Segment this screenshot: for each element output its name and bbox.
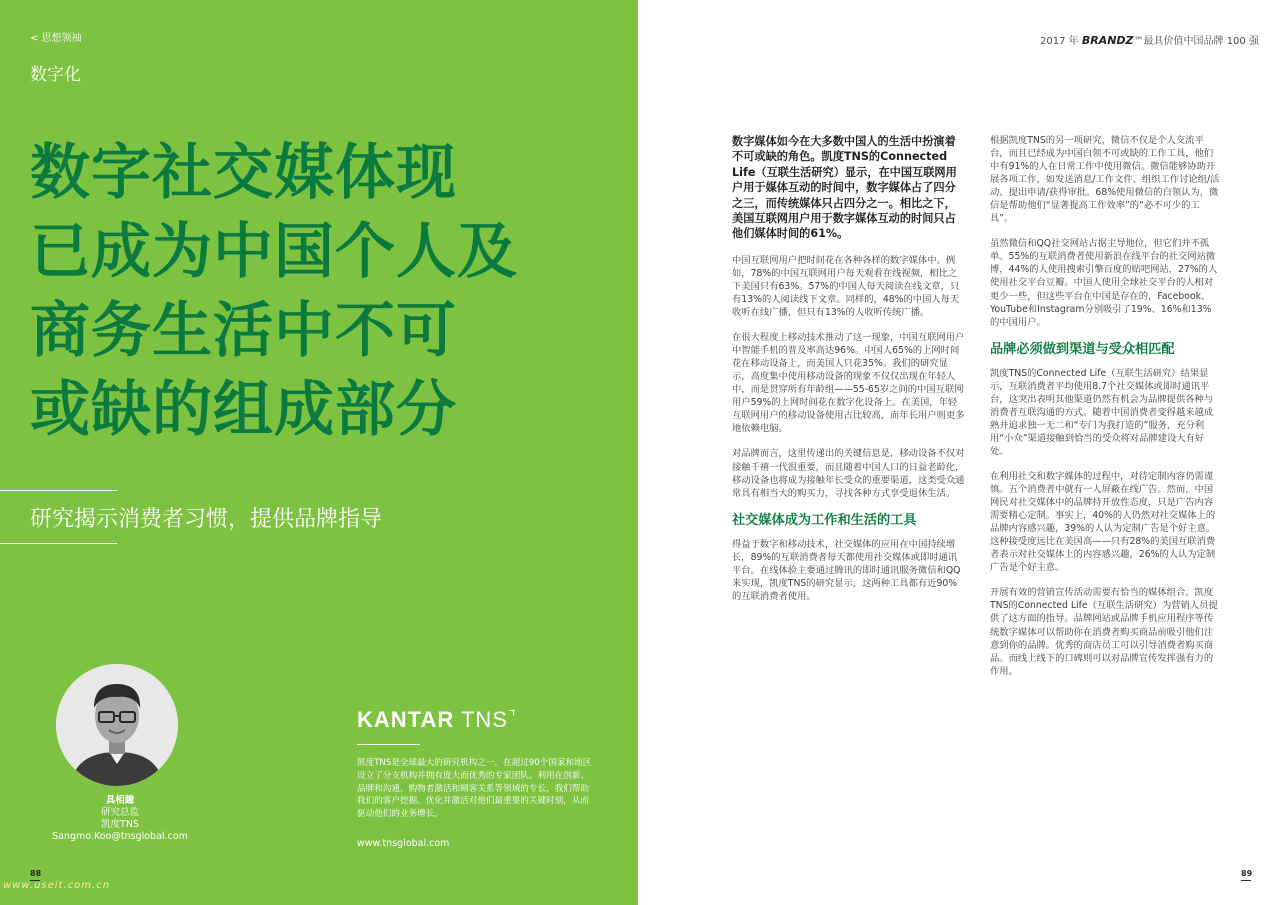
watermark: www.useit.com.cn bbox=[3, 880, 111, 891]
company-description: 凯度TNS是全球最大的研究机构之一，在超过90个国家和地区设立了分支机构并拥有庞大而优秀的专家团队。利用在创新、品牌和沟通、购物者激活和顾客关系等领域的专长，我们帮助我们的客户挖掘、优化并激活对他们最重要的关键时刻，从而驱动他们的业务增长。 bbox=[357, 758, 592, 820]
author-role: 研究总监 bbox=[100, 807, 139, 818]
author-company: 凯度TNS bbox=[101, 819, 139, 830]
subheadline: 研究揭示消费者习惯，提供品牌指导 bbox=[30, 507, 383, 532]
body-paragraph: 对品牌而言，这里传递出的关键信息是，移动设备不仅对接触千禧一代很重要，而且随着中国人口的日益老龄化，移动设备也将成为接触年长受众的重要渠道，这类受众通常具有相当大的购买力，寻找各种方式享受退休生活。 bbox=[732, 448, 965, 499]
body-paragraph: 在利用社交和数字媒体的过程中，对待定制内容仍需谨慎。五个消费者中就有一人屏蔽在线广告。然而，中国网民对社交媒体中的品牌持开放性态度，只是广告内容需要精心定制。事实上，40%的人仍然对社交媒体上的品牌内容感兴趣，39%的人认为定制广告是个好主意。这种接受度远比在美国高——只有28%的美国互联消费者表示对社交媒体上的内容感兴趣，26%的人认为定制广告是个好主意。 bbox=[990, 470, 1216, 574]
logo-divider bbox=[357, 744, 420, 745]
page-number-right: 89 bbox=[1241, 869, 1252, 881]
headline-line: 已成为中国个人及 bbox=[30, 217, 518, 287]
body-paragraph: 得益于数字和移动技术，社交媒体的应用在中国持续增长，89%的互联消费者每天都使用社交媒体或即时通讯平台。在线体验主要通过腾讯的即时通讯服务微信和QQ来实现，凯度TNS的研究显示，这两种工具都有近90%的互联消费者使用。 bbox=[732, 538, 961, 602]
page-number-left: 88 bbox=[30, 869, 41, 881]
author-email[interactable]: Sangmo.Koo@tnsglobal.com bbox=[52, 831, 188, 842]
website-link[interactable]: www.tnsglobal.com bbox=[357, 838, 450, 849]
author-name: 具相鐿 bbox=[105, 795, 135, 806]
divider-bottom bbox=[0, 543, 117, 544]
body-paragraph: 开展有效的营销宣传活动需要有恰当的媒体组合。凯度TNS的Connected Life（互联生活研究）为营销人员提供了这方面的指导。品牌网站或品牌手机应用程序等传统数字媒体可以帮助你在消费者购买商品前吸引他们注意到你的品牌。优秀的商店员工可以引导消费者购买商品。而线上线下的口碑则可以对品牌宣传发挥强有力的作用。 bbox=[990, 587, 1218, 677]
headline-line: 或缺的组成部分 bbox=[30, 375, 457, 445]
running-head: 2017 年 BRANDZ™最具价值中国品牌 100 强 bbox=[1040, 34, 1259, 47]
body-paragraph: 中国互联网用户把时间花在各种各样的数字媒体中。例如，78%的中国互联网用户每天观看在线视频，相比之下美国只有63%。57%的中国人每天阅读在线文章，只有13%的人阅读线下文章。同样的，48%的中国人每天收听在线广播，但只有13%的人收听传统广播。 bbox=[732, 254, 960, 319]
person-portrait-icon bbox=[56, 664, 178, 786]
headline-line: 数字社交媒体现 bbox=[30, 138, 457, 208]
section-subhead: 社交媒体成为工作和生活的工具 bbox=[732, 512, 917, 528]
body-paragraph: 在很大程度上移动技术推动了这一现象，中国互联网用户中智能手机的普及率高达96%。中国人65%的上网时间花在移动设备上，而美国人只花35%。我们的研究显示，高度集中使用移动设备的现象不仅仅出现在年轻人中，而是贯穿所有年龄组——55-65岁之间的中国互联网用户59%的上网时间花在数字化设备上。在美国，年轻互联网用户的移动设备使用占比较高，而年长用户则更多地依赖电脑。 bbox=[732, 332, 965, 435]
lead-paragraph: 数字媒体如今在大多数中国人的生活中扮演着不可或缺的角色。凯度TNS的Connected Life（互联生活研究）显示，在中国互联网用户用于媒体互动的时间中，数字媒体占了四分之三，而传统媒体只占四分之一。相比之下，美国互联网用户用于数字媒体互动的时间只占他们媒体时间的61%。 bbox=[732, 135, 957, 241]
author-avatar bbox=[56, 664, 178, 786]
body-paragraph: 凯度TNS的Connected Life（互联生活研究）结果显示，互联消费者平均使用8.7个社交媒体或即时通讯平台，这突出表明其他渠道仍然有机会为品牌提供各种与消费者互联沟通的方式。随着中国消费者变得越来越成熟并追求独一无二和“专门为我打造的”服务，充分利用“小众”渠道接触到恰当的受众将对品牌建设大有好处。 bbox=[990, 367, 1214, 457]
headline-line: 商务生活中不可 bbox=[30, 296, 457, 366]
body-paragraph: 根据凯度TNS的另一项研究，微信不仅是个人交流平台，而且已经成为中国白领不可或缺的工作工具，他们中有91%的人在日常工作中使用微信。微信能够协助开展各项工作，如发送消息/工作文件、组织工作讨论组/活动、提出申请/获得审批。68%使用微信的白领认为，微信是帮助他们“显著提高工作效率”的“必不可少的工具”。 bbox=[990, 135, 1220, 225]
article-column-2 bbox=[990, 134, 1220, 690]
headline bbox=[30, 134, 630, 450]
kantar-tns-logo: KANTAR TNS⌝ bbox=[357, 707, 517, 732]
section-subhead: 品牌必须做到渠道与受众相匹配 bbox=[990, 341, 1175, 357]
divider-top bbox=[0, 490, 117, 491]
left-page bbox=[0, 0, 638, 905]
body-paragraph: 虽然微信和QQ社交网站占据主导地位，但它们并不孤单。55%的互联消费者使用新浪在线平台的社交网站微博，44%的人使用搜索引擎百度的贴吧网站，27%的人使用社交平台豆瓣。中国人使用全球社交平台的人相对更少一些，但这些平台在中国是存在的，Facebook、YouTube和Instagram分别吸引了19%、16%和13%的中国用户。 bbox=[990, 238, 1218, 328]
breadcrumb[interactable]: < 思想领袖 bbox=[30, 33, 82, 44]
section-title: 数字化 bbox=[30, 65, 81, 85]
article-column-1 bbox=[732, 134, 965, 615]
author-profile bbox=[40, 795, 200, 843]
